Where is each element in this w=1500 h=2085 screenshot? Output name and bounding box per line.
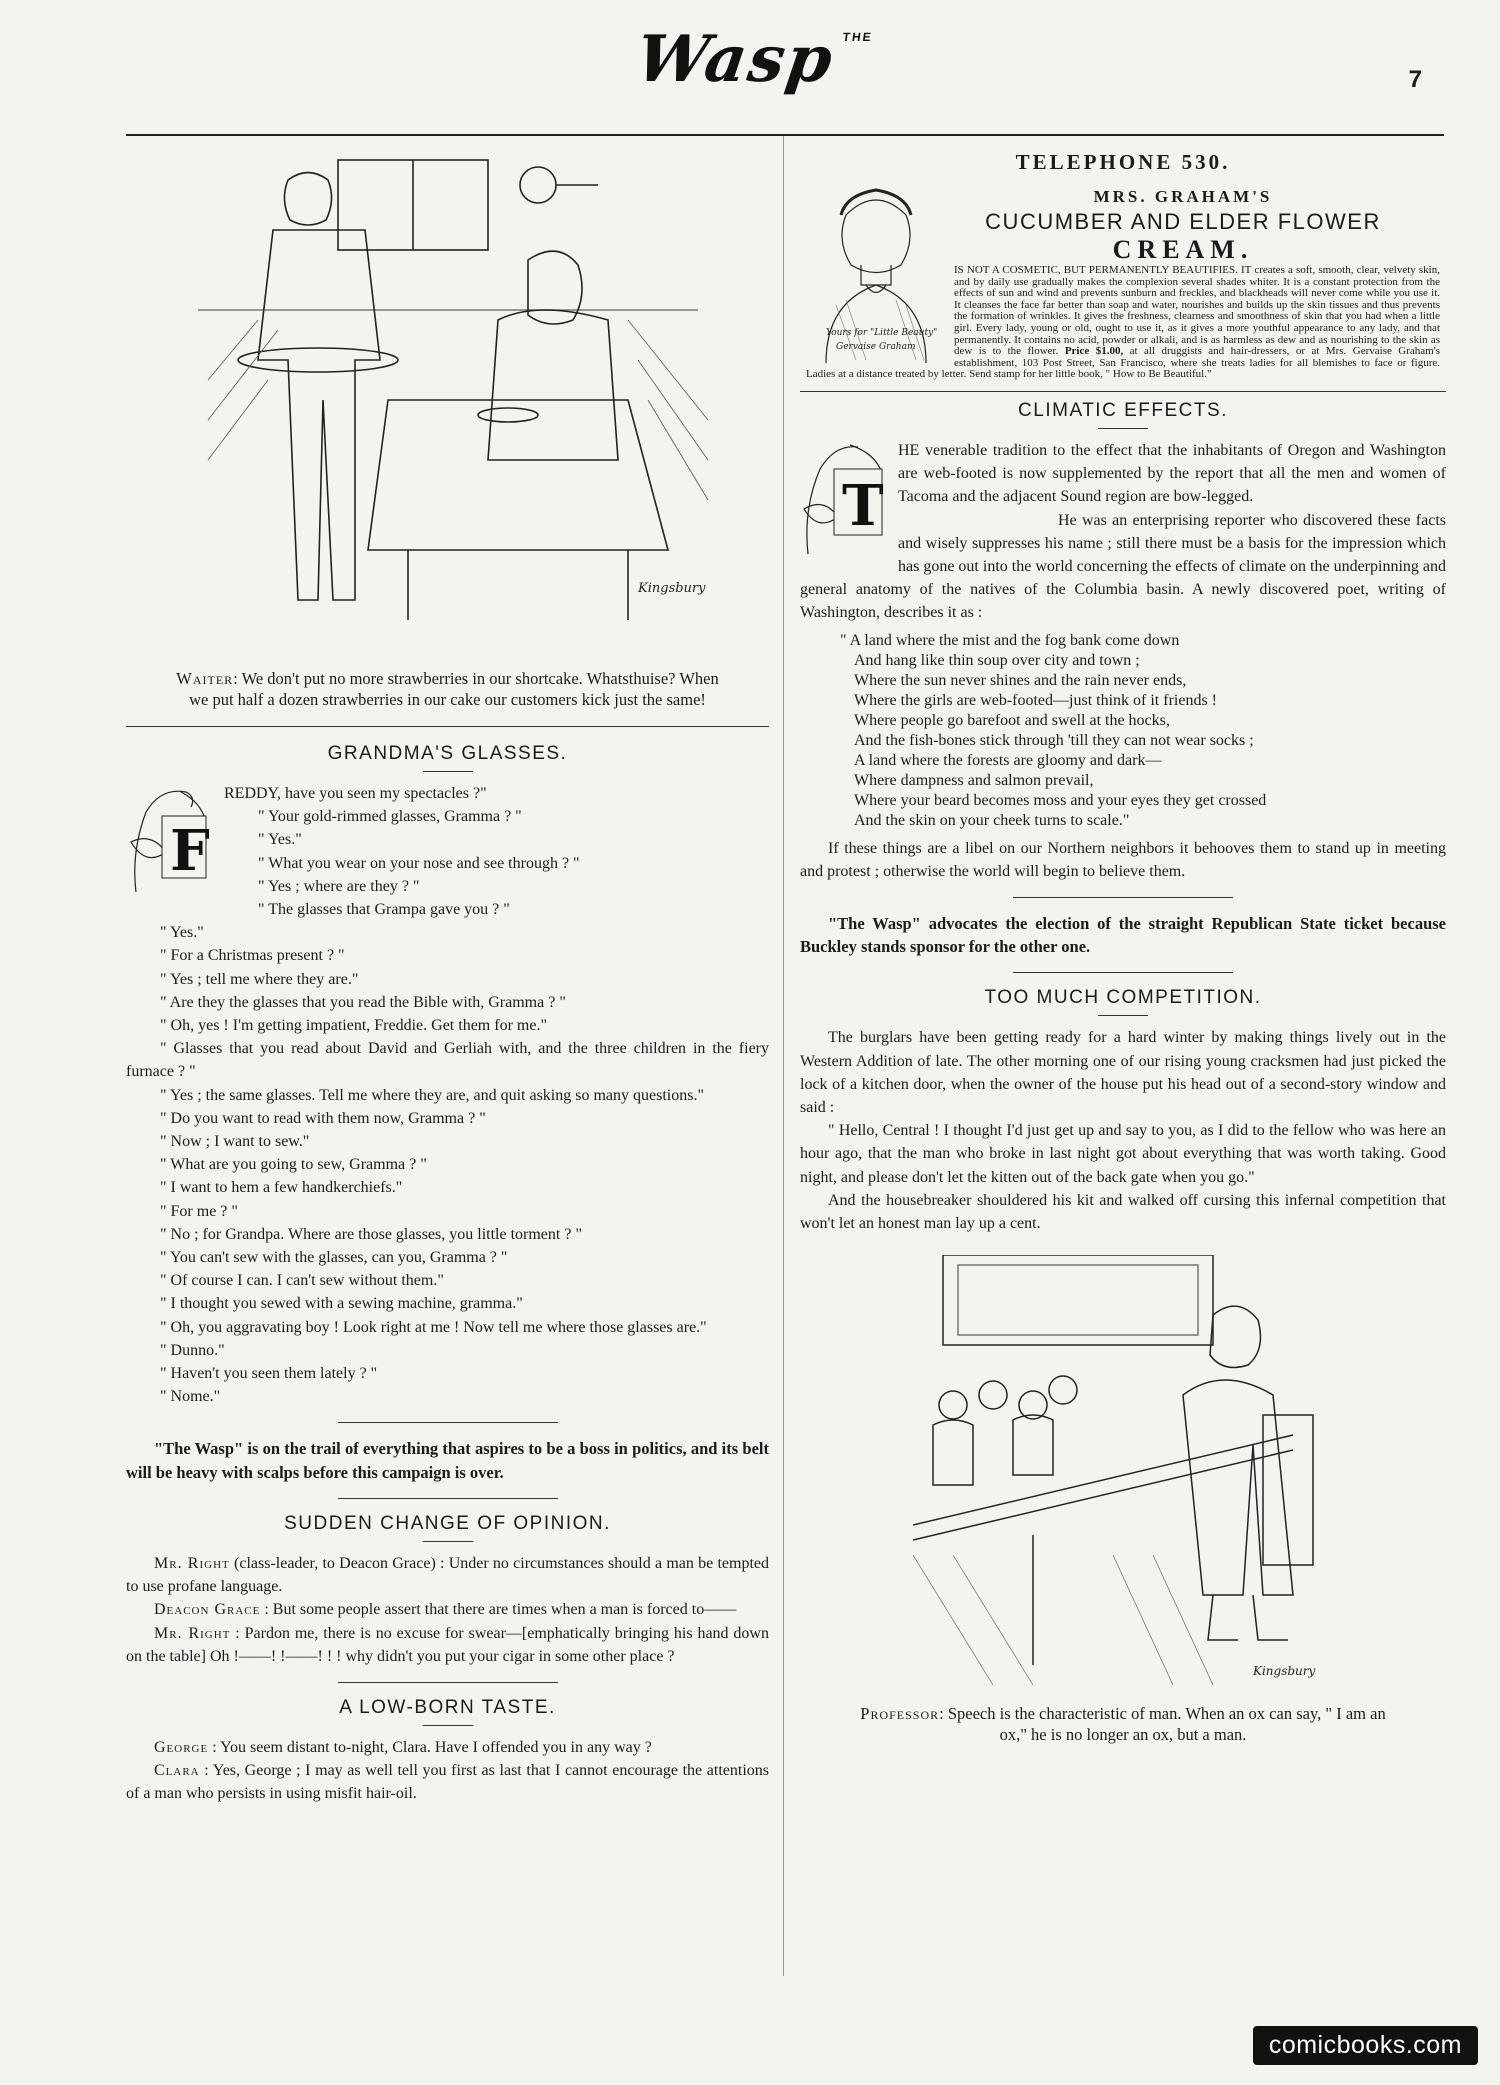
- sudden-title: SUDDEN CHANGE OF OPINION.: [284, 1512, 611, 1534]
- right-column: [800, 140, 1446, 1745]
- dialog-line: " What are you going to sew, Gramma ? ": [160, 1156, 427, 1174]
- dialog-line: " Of course I can. I can't sew without them.": [160, 1272, 444, 1290]
- column-divider: [783, 136, 784, 1976]
- dialog-line: " The glasses that Grampa gave you ? ": [258, 901, 510, 919]
- poem-line: And the skin on your cheek turns to scale.": [854, 811, 1130, 829]
- svg-text:Gervaise Graham: Gervaise Graham: [836, 342, 916, 352]
- masthead-logo: Wasp $^{THE}$: [631, 22, 874, 97]
- dialog-line: " Yes ; the same glasses. Tell me where they are, and quit asking so many questions.": [160, 1086, 704, 1104]
- lowborn-p2: Clara : Yes, George ; I may as well tell you first as last that I cannot encourage the attentions of a man who persists in using misfit hair-oil.: [126, 1762, 769, 1803]
- graham-cream-ad: [800, 150, 1446, 381]
- dialog-line: " Glasses that you read about David and Gerliah with, and the three children in the fiery furnace ? ": [126, 1040, 769, 1081]
- climatic-p3: If these things are a libel on our Northern neighbors it behooves them to stand up in meeting and protest ; otherwise the world will begin to believe them.: [800, 839, 1446, 880]
- top-rule: [126, 134, 1444, 136]
- poem-line: Where your beard becomes moss and your eyes they get crossed: [854, 791, 1267, 809]
- ad-mrs-graham: MRS. GRAHAM'S: [1093, 187, 1273, 206]
- waiter-caption: Waiter: We don't put no more strawberries in our shortcake. Whatsthuise? When we put half a dozen strawberries in our cake our customers kick just the same!: [176, 669, 719, 709]
- title-rule: [423, 1725, 473, 1726]
- poem-line: And the fish-bones stick through 'till they can not wear socks ;: [854, 731, 1254, 749]
- section-rule: [800, 391, 1446, 392]
- dialog-line: " Oh, yes ! I'm getting impatient, Freddie. Get them for me.": [160, 1017, 547, 1035]
- climatic-p2: He was an enterprising reporter who discovered these facts and wisely suppresses his name ; still there must be a basis for the impression which has gone out into the world concerning the effects of climate on the underpinning and general anatomy of the natives of the Columbia basin. A newly discovered poet, writing of Washington, describes it as :: [800, 511, 1446, 622]
- competition-p1: The burglars have been getting ready for a hard winter by making things lively out in the Western Addition of late. The other morning one of our rising young cracksmen had just picked the lock of a kitchen door, when the owner of the house put his head out of a second-story window and said :: [800, 1029, 1446, 1116]
- poem-line: A land where the forests are gloomy and dark—: [854, 751, 1162, 769]
- poem-line: And hang like thin soup over city and town ;: [854, 651, 1140, 669]
- section-rule: [126, 726, 769, 727]
- dropcap-f-icon: [126, 782, 216, 904]
- competition-p3: And the housebreaker shouldered his kit and walked off cursing this infernal competition that won't let an honest man lay up a cent.: [800, 1191, 1446, 1232]
- climatic-p1: HE venerable tradition to the effect that the inhabitants of Oregon and Washington are web-footed is now supplemented by the report that all the men and women of Tacoma and the adjacent Sound region are bow-legged.: [898, 441, 1446, 506]
- poem-line: " A land where the mist and the fog bank come down: [840, 631, 1180, 649]
- dialog-line: " Oh, you aggravating boy ! Look right at me ! Now tell me where those glasses are.": [160, 1318, 707, 1336]
- watermark-badge[interactable]: comicbooks.com: [1253, 2026, 1478, 2065]
- dialog-line: " Dunno.": [160, 1341, 225, 1359]
- wasp-note: "The Wasp" is on the trail of everything that aspires to be a boss in politics, and its belt will be heavy with scalps before this campaign is over.: [126, 1439, 769, 1482]
- title-rule: [1098, 1015, 1148, 1016]
- dialog-line: " Do you want to read with them now, Gramma ? ": [160, 1109, 486, 1127]
- page-number: 7: [1408, 66, 1422, 93]
- dialog-line: " For me ? ": [160, 1202, 238, 1220]
- title-rule: [423, 1541, 473, 1542]
- svg-text:Kingsbury: Kingsbury: [637, 581, 705, 596]
- dialog-line: " No ; for Grandpa. Where are those glasses, you little torment ? ": [160, 1225, 582, 1243]
- dialog-line: " Yes.": [258, 831, 302, 849]
- section-rule-short: [1013, 897, 1233, 898]
- ad-product: CUCUMBER AND ELDER FLOWER: [985, 209, 1381, 234]
- lowborn-p1: George : You seem distant to-night, Clara. Have I offended you in any way ?: [154, 1738, 652, 1756]
- left-column: [126, 140, 769, 1806]
- dialog-line: REDDY, have you seen my spectacles ?": [224, 785, 487, 802]
- masthead: [0, 22, 1500, 97]
- dialog-line: " You can't sew with the glasses, can you, Gramma ? ": [160, 1249, 508, 1267]
- dropcap-t-icon: [800, 439, 890, 561]
- portrait-illustration: [806, 185, 946, 363]
- grandma-dialog: [126, 782, 769, 1408]
- sudden-p1: Mr. Right (class-leader, to Deacon Grace) : Under no circumstances should a man be tempted to use profane language.: [126, 1554, 770, 1596]
- poem-line: Where the girls are web-footed—just think of it friends !: [854, 691, 1217, 709]
- svg-text:Kingsbury: Kingsbury: [1253, 1664, 1316, 1679]
- section-rule-short: [338, 1422, 558, 1423]
- sudden-p2: Deacon Grace : But some people assert that there are times when a man is forced to——: [154, 1601, 737, 1619]
- wasp-note-2: "The Wasp" advocates the election of the straight Republican State ticket because Buckley stands sponsor for the other one.: [800, 913, 1446, 957]
- ad-cream: CREAM.: [1112, 235, 1254, 264]
- competition-title: TOO MUCH COMPETITION.: [984, 987, 1262, 1009]
- svg-text:Yours for "Little Beauty": Yours for "Little Beauty": [826, 328, 938, 338]
- competition-p2: " Hello, Central ! I thought I'd just get up and say to you, as I did to the fellow who was here an hour ago, that the man who broke in last night got about everything that was worth taking. Good night, and please don't let the kitten out of the back gate when you go.": [800, 1122, 1446, 1186]
- dialog-line: " Now ; I want to sew.": [160, 1133, 310, 1151]
- title-rule: [423, 771, 473, 772]
- dialog-line: " Haven't you seen them lately ? ": [160, 1365, 378, 1383]
- dialog-line: " Nome.": [160, 1388, 221, 1406]
- svg-text:T: T: [842, 472, 884, 539]
- svg-text:F: F: [170, 818, 210, 884]
- poem-line: Where the sun never shines and the rain never ends,: [854, 671, 1187, 689]
- climatic-title: CLIMATIC EFFECTS.: [1018, 399, 1228, 421]
- ad-body: IS NOT A COSMETIC, BUT PERMANENTLY BEAUTIFIES. IT creates a soft, smooth, clear, velvety skin, and by daily use gradually makes the complexion several shades whiter. It is a constant protection from the effects of sun and wind and prevents sunburn and freckles, and blackheads will never come while you use it. It cleanses the face far better than soap and water, nourishes and builds up the skin tissues and thus prevents the formation of wrinkles. It gives the freshness, clearness and smoothness of skin that you had when a little girl. Every lady, young or old, ought to use it, as it gives a more youthful appearance to any lady, and that permanently. It contains no acid, powder or alkali, and is as harmless as dew and as nourishing to the skin as dew is to the flower. Price $1.00, at all druggists and hair-dressers, or at Mrs. Gervaise Graham's establishment, 103 Post Street, San Francisco, where she treats ladies for all blemishes to face or figure. Ladies at a distance treated by letter. Send stamp for her little book, " How to Be Beautiful.": [806, 264, 1441, 381]
- dialog-line: " Yes.": [160, 924, 204, 942]
- dialog-line: " What you wear on your nose and see through ? ": [258, 854, 580, 872]
- section-rule-short: [338, 1682, 558, 1683]
- waiter-illustration: [168, 140, 728, 660]
- poem-line: Where dampness and salmon prevail,: [854, 771, 1094, 789]
- title-rule: [1098, 428, 1148, 429]
- dialog-line: " Yes ; tell me where they are.": [160, 970, 359, 988]
- section-rule-short: [1013, 972, 1233, 973]
- poem-line: Where people go barefoot and swell at the hocks,: [854, 711, 1170, 729]
- section-rule-short: [338, 1498, 558, 1499]
- professor-caption: Professor: Speech is the characteristic of man. When an ox can say, " I am an ox," he is no longer an ox, but a man.: [860, 1704, 1386, 1745]
- dialog-line: " Yes ; where are they ? ": [258, 877, 420, 895]
- grandma-title: GRANDMA'S GLASSES.: [327, 743, 568, 764]
- dialog-line: " Are they the glasses that you read the Bible with, Gramma ? ": [160, 993, 566, 1011]
- lowborn-title: A LOW-BORN TASTE.: [339, 1696, 556, 1718]
- dialog-line: " Your gold-rimmed glasses, Gramma ? ": [258, 808, 522, 826]
- professor-illustration: [913, 1255, 1333, 1695]
- dialog-line: " I thought you sewed with a sewing machine, gramma.": [160, 1295, 523, 1313]
- poem: [840, 631, 1446, 831]
- dialog-line: " I want to hem a few handkerchiefs.": [160, 1179, 403, 1197]
- dialog-line: " For a Christmas present ? ": [160, 947, 345, 965]
- sudden-p3: Mr. Right : Pardon me, there is no excuse for swear—[emphatically bringing his hand down on the table] Oh !——! !——! ! ! why didn't you put your cigar in some other place ?: [126, 1624, 769, 1665]
- ad-telephone: TELEPHONE 530.: [1015, 150, 1231, 174]
